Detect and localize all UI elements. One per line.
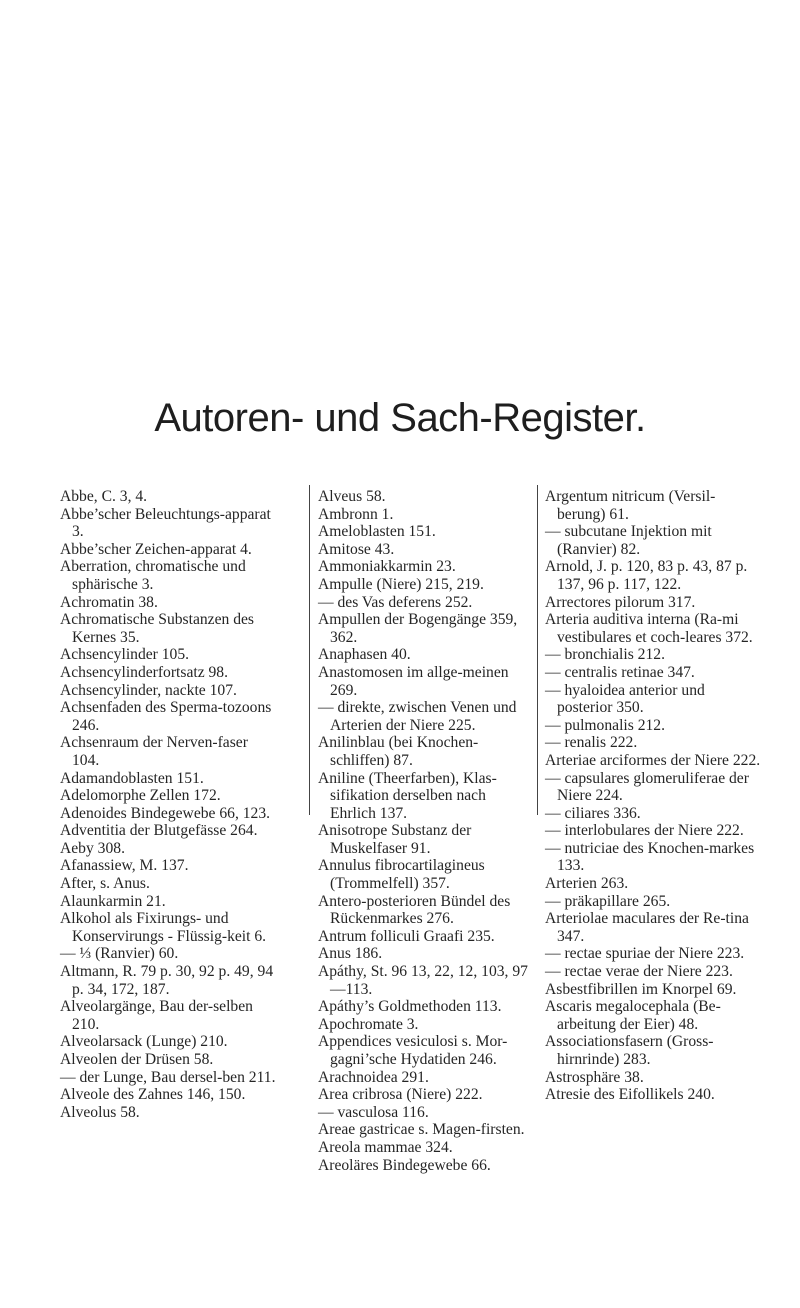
index-entry: — direkte, zwischen Venen und Arterien der Niere 225. <box>318 699 517 734</box>
index-column-1 <box>60 488 276 1121</box>
index-entry: Antrum folliculi Graafi 235. <box>318 927 495 945</box>
index-entry: — nutriciae des Knochen-markes 133. <box>545 839 755 875</box>
index-entry: Astrosphäre 38. <box>545 1068 644 1086</box>
index-entry: Ampulle (Niere) 215, 219. <box>318 575 484 593</box>
index-entry: Alaunkarmin 21. <box>60 892 166 910</box>
index-entry: Arteria auditiva interna (Ra-mi vestibulares et coch-leares 372. <box>545 611 753 646</box>
index-entry: Atresie des Eifollikels 240. <box>545 1086 715 1104</box>
index-entry: After, s. Anus. <box>60 875 150 893</box>
page-title: Autoren- und Sach-Register. <box>154 396 646 440</box>
index-entry: Alveolargänge, Bau der-selben 210. <box>60 998 253 1033</box>
index-entry: Achsenfaden des Sperma-tozoons 246. <box>60 699 272 734</box>
index-entry: — bronchialis 212. <box>545 646 665 664</box>
index-entry: Anilinblau (bei Knochen-schliffen) 87. <box>318 734 479 769</box>
index-entry: Apáthy, St. 96 13, 22, 12, 103, 97—113. <box>318 963 528 998</box>
index-entry: Ameloblasten 151. <box>318 523 436 541</box>
index-entry: Argentum nitricum (Versil-berung) 61. <box>545 488 716 523</box>
index-entry: — rectae spuriae der Niere 223. <box>545 945 745 963</box>
index-entry: Abbe’scher Beleuchtungs-apparat 3. <box>60 505 271 541</box>
index-entry: Anastomosen im allge-meinen 269. <box>318 663 509 699</box>
index-entry: Anisotrope Substanz der Muskelfaser 91. <box>318 822 472 857</box>
index-entry: Achsenraum der Nerven-faser 104. <box>60 734 248 769</box>
index-entry: Achsencylinder 105. <box>60 646 190 664</box>
index-entry: — präkapillare 265. <box>545 892 671 910</box>
index-column-2 <box>318 488 534 1174</box>
index-entry: Areoläres Bindegewebe 66. <box>318 1156 491 1174</box>
index-entry: Achsencylinder, nackte 107. <box>60 681 237 699</box>
index-entry: Areae gastricae s. Magen-firsten. <box>318 1121 525 1139</box>
index-entry: Altmann, R. 79 p. 30, 92 p. 49, 94 p. 34, 172, 187. <box>60 963 274 998</box>
index-entry: — interlobulares der Niere 222. <box>545 822 744 840</box>
index-column-3 <box>545 488 761 1104</box>
index-entry: Arterien 263. <box>545 875 629 893</box>
index-entry: — ciliares 336. <box>545 804 641 822</box>
index-entry: Achromatische Substanzen des Kernes 35. <box>60 611 255 646</box>
index-entry: Achsencylinderfortsatz 98. <box>60 663 229 681</box>
index-entry: Ascaris megalocephala (Be-arbeitung der Eier) 48. <box>545 998 721 1033</box>
index-entry: Arachnoidea 291. <box>318 1068 429 1086</box>
index-entry: Achromatin 38. <box>60 593 158 611</box>
index-entry: Adelomorphe Zellen 172. <box>60 787 221 805</box>
index-entry: Anaphasen 40. <box>318 646 411 664</box>
index-entry: Arteriolae maculares der Re-tina 347. <box>545 910 749 945</box>
index-entry: — centralis retinae 347. <box>545 663 695 681</box>
index-entry: Arnold, J. p. 120, 83 p. 43, 87 p. 137, 96 p. 117, 122. <box>545 558 748 593</box>
index-entry: — renalis 222. <box>545 734 638 752</box>
index-entry: Arrectores pilorum 317. <box>545 593 696 611</box>
index-entry: — subcutane Injektion mit (Ranvier) 82. <box>545 523 712 558</box>
index-entry: — pulmonalis 212. <box>545 716 665 734</box>
index-entry: Abbe, C. 3, 4. <box>60 488 148 505</box>
index-entry: — der Lunge, Bau dersel-ben 211. <box>60 1068 276 1086</box>
index-entry: Amitose 43. <box>318 540 395 558</box>
index-entry: Afanassiew, M. 137. <box>60 857 189 875</box>
index-entry: Appendices vesiculosi s. Mor-gagni’sche Hydatiden 246. <box>318 1033 508 1068</box>
index-entry: Annulus fibrocartilagineus (Trommelfell) 357. <box>318 857 485 893</box>
index-entry: Ambronn 1. <box>318 505 394 523</box>
index-entry: Apáthy’s Goldmethoden 113. <box>318 998 502 1016</box>
column-divider <box>309 485 310 815</box>
index-entry: — des Vas deferens 252. <box>318 593 473 611</box>
index-entry: Alveolus 58. <box>60 1103 140 1121</box>
index-entry: — ⅓ (Ranvier) 60. <box>60 945 179 963</box>
index-entry: Apochromate 3. <box>318 1015 419 1033</box>
index-entry: Abbe’scher Zeichen-apparat 4. <box>60 540 252 558</box>
index-entry: Antero-posterioren Bündel des Rückenmarkes 276. <box>318 892 511 928</box>
index-entry: Arteriae arciformes der Niere 222. <box>545 751 761 769</box>
index-entry: Alveus 58. <box>318 488 386 505</box>
index-entry: Anus 186. <box>318 945 383 963</box>
index-entry: — vasculosa 116. <box>318 1103 429 1121</box>
index-entry: Adenoides Bindegewebe 66, 123. <box>60 804 271 822</box>
index-entry: Associationsfasern (Gross-hirnrinde) 283. <box>545 1033 714 1068</box>
index-entry: Aeby 308. <box>60 839 125 857</box>
index-entry: — capsulares glomeruliferae der Niere 224. <box>545 769 749 805</box>
index-entry: Area cribrosa (Niere) 222. <box>318 1086 483 1104</box>
index-entry: Alkohol als Fixirungs- und Konservirungs - Flüssig-keit 6. <box>60 910 267 945</box>
index-entry: Ampullen der Bogengänge 359, 362. <box>318 611 518 646</box>
index-entry: Alveole des Zahnes 146, 150. <box>60 1086 246 1104</box>
index-entry: Aberration, chromatische und sphärische 3. <box>60 558 246 593</box>
index-entry: Asbestfibrillen im Knorpel 69. <box>545 980 737 998</box>
index-entry: — hyaloidea anterior und posterior 350. <box>545 681 705 717</box>
column-divider <box>537 485 538 815</box>
index-entry: Ammoniakkarmin 23. <box>318 558 456 576</box>
index-entry: — rectae verae der Niere 223. <box>545 963 733 981</box>
index-entry: Aniline (Theerfarben), Klas-sifikation derselben nach Ehrlich 137. <box>318 769 497 822</box>
index-entry: Adamandoblasten 151. <box>60 769 204 787</box>
index-entry: Alveolen der Drüsen 58. <box>60 1051 214 1068</box>
index-entry: Adventitia der Blutgefässe 264. <box>60 822 258 840</box>
index-entry: Areola mammae 324. <box>318 1138 453 1156</box>
index-entry: Alveolarsack (Lunge) 210. <box>60 1033 228 1051</box>
